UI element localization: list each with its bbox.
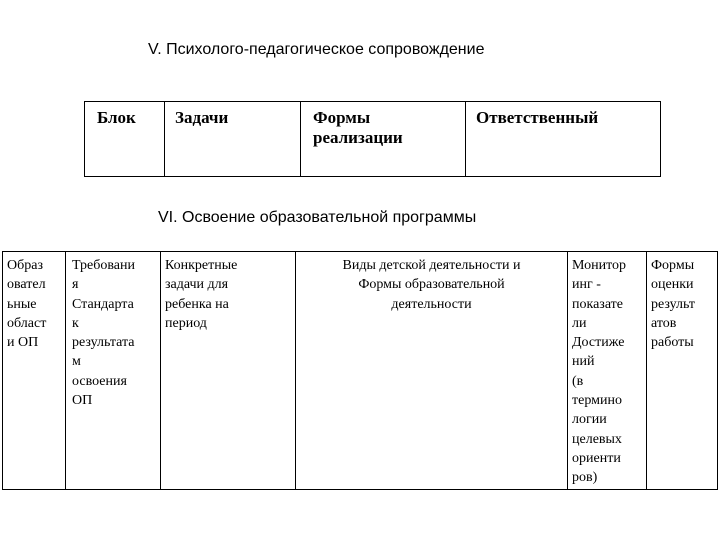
header-cell-block [85,102,165,177]
header-areas-label: Образ овател ьные област и ОП [7,258,47,351]
header-cell-monitoring [568,252,647,490]
header-monitoring-label: Монитор инг - показате ли Достиже ний (в термино логии целевых ориенти ров) [572,258,627,486]
support-table [84,101,661,177]
header-block-label: Блок [97,108,136,127]
header-responsible-label: Ответственный [476,108,599,127]
header-activities-label: Виды детской деятельности и Формы образовательной деятельности [342,258,521,312]
header-tasks-label: Задачи [175,108,229,127]
header-forms-label: Формы реализации [313,108,403,147]
program-table [2,251,718,490]
header-cell-responsible [466,102,661,177]
header-cell-tasks [165,102,301,177]
header-requirements-label: Требовани я Стандарта к результата м освоения ОП [72,258,135,409]
header-tasks-label: Конкретные задачи для ребенка на период [165,258,238,331]
section-6-title: VI. Освоение образовательной программы [158,209,477,226]
header-cell-requirements [66,252,161,490]
header-cell-activities [296,252,568,490]
section-5-title: V. Психолого-педагогическое сопровождение [148,41,485,58]
header-cell-areas [3,252,66,490]
table-row [3,252,718,490]
table-row [85,102,661,177]
header-assessment-label: Формы оценки результ атов работы [651,258,695,351]
header-cell-assessment [647,252,718,490]
header-cell-forms [301,102,466,177]
header-cell-tasks [161,252,296,490]
